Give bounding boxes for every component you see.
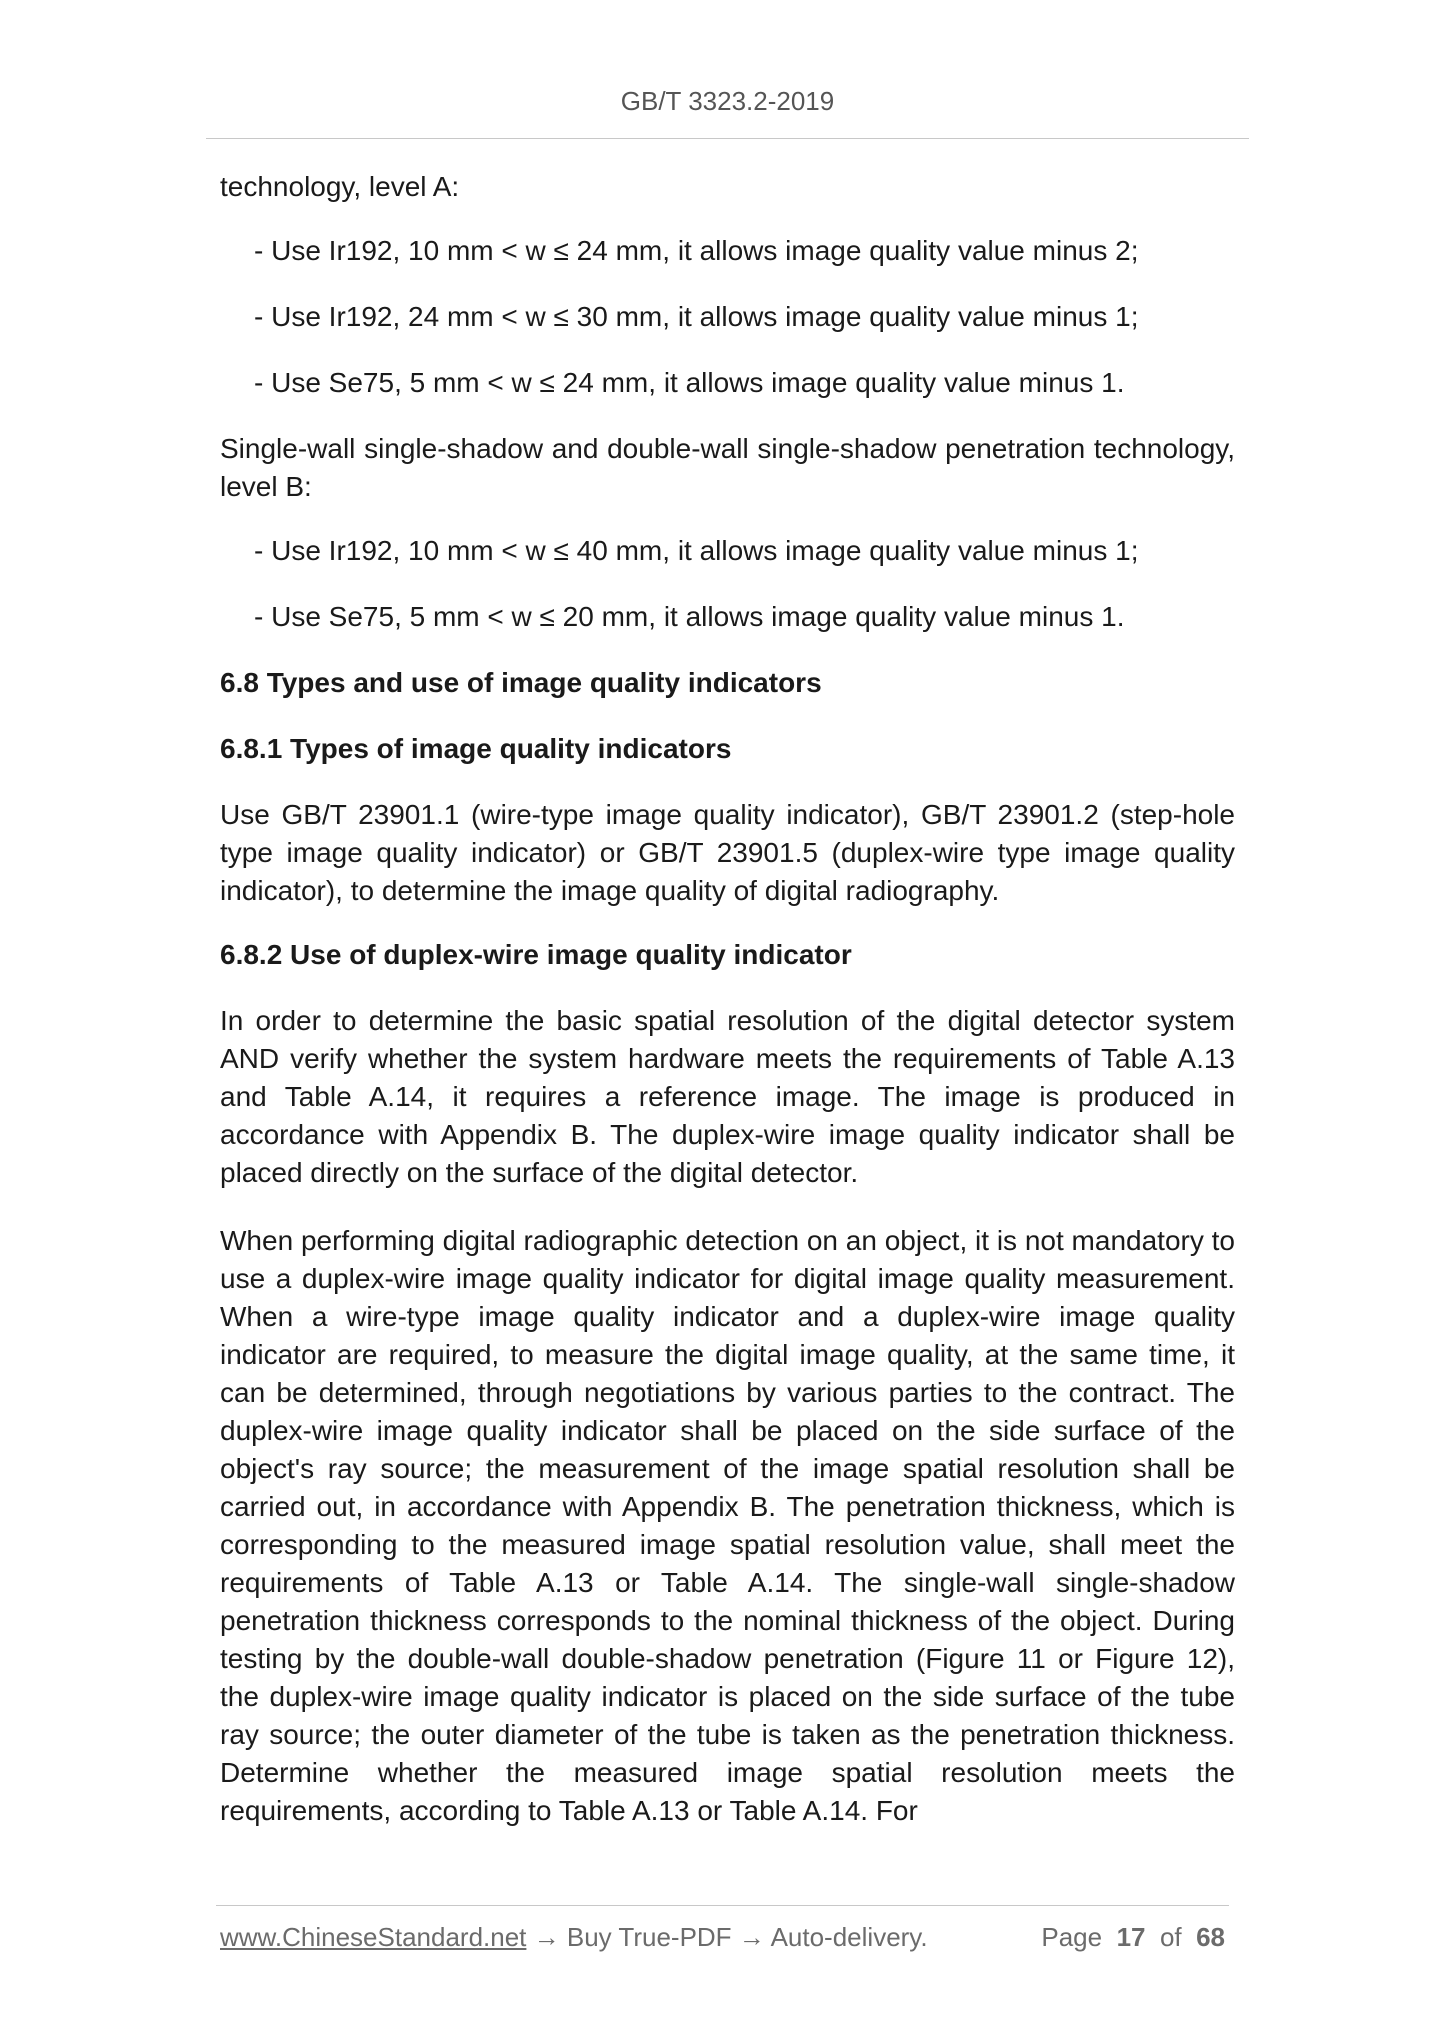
level-a-item-2: - Use Ir192, 24 mm < w ≤ 30 mm, it allows image quality value minus 1; <box>254 301 1139 332</box>
section-heading-6-8-2: 6.8.2 Use of duplex-wire image quality indicator <box>220 939 852 970</box>
level-a-intro-tail: technology, level A: <box>220 171 460 202</box>
level-b-intro: Single-wall single-shadow and double-wall single-shadow penetration technology, level B: <box>220 433 1235 502</box>
level-a-item-3: - Use Se75, 5 mm < w ≤ 24 mm, it allows image quality value minus 1. <box>254 367 1125 398</box>
section-heading-6-8-1: 6.8.1 Types of image quality indicators <box>220 733 732 764</box>
footer-promo <box>220 1922 928 1953</box>
level-b-item-2: - Use Se75, 5 mm < w ≤ 20 mm, it allows image quality value minus 1. <box>254 601 1125 632</box>
page-of-label: of <box>1159 1922 1182 1952</box>
paragraph-6-8-2-reference: In order to determine the basic spatial resolution of the digital detector system AND verify whether the system hardware meets the requirements of Table A.13 and Table A.14, it requires a reference image. The image is produced in accordance with Appendix B. The duplex-wire image quality indicator shall be placed directly on the surface of the digital detector. <box>220 1005 1235 1188</box>
document-body <box>220 168 1235 1830</box>
page-current: 17 <box>1116 1922 1146 1952</box>
section-heading-6-8: 6.8 Types and use of image quality indicators <box>220 667 822 698</box>
level-b-item-1: - Use Ir192, 10 mm < w ≤ 40 mm, it allows image quality value minus 1; <box>254 535 1139 566</box>
page-indicator <box>1041 1922 1225 1953</box>
footer-tagline: → Buy True-PDF → Auto-delivery. <box>526 1922 928 1952</box>
level-a-item-1: - Use Ir192, 10 mm < w ≤ 24 mm, it allows image quality value minus 2; <box>254 235 1139 266</box>
header-divider <box>206 138 1249 139</box>
page-label: Page <box>1041 1922 1103 1952</box>
paragraph-6-8-2-object: When performing digital radiographic detection on an object, it is not mandatory to use a duplex-wire image quality indicator for digital image quality measurement. When a wire-type image quality indicator and a duplex-wire image quality indicator are required, to measure the digital image quality, at the same time, it can be determined, through negotiations by various parties to the contract. The duplex-wire image quality indicator shall be placed on the side surface of the object's ray source; the measurement of the image spatial resolution shall be carried out, in accordance with Appendix B. The penetration thickness, which is corresponding to the measured image spatial resolution value, shall meet the requirements of Table A.13 or Table A.14. The single-wall single-shadow penetration thickness corresponds to the nominal thickness of the object. During testing by the double-wall double-shadow penetration (Figure 11 or Figure 12), the duplex-wire image quality indicator is placed on the side surface of the tube ray source; the outer diameter of the tube is taken as the penetration thickness. Determine whether the measured image spatial resolution meets the requirements, according to Table A.13 or Table A.14. For <box>220 1225 1235 1826</box>
page-footer <box>220 1922 1225 1956</box>
chinesestandard-link[interactable]: www.ChineseStandard.net <box>220 1922 527 1952</box>
page-header-title: GB/T 3323.2-2019 <box>620 86 835 116</box>
footer-divider <box>216 1905 1229 1906</box>
page-total: 68 <box>1196 1922 1225 1952</box>
paragraph-6-8-1: Use GB/T 23901.1 (wire-type image quality indicator), GB/T 23901.2 (step-hole type image quality indicator) or GB/T 23901.5 (duplex-wire type image quality indicator), to determine the image quality of digital radiography. <box>220 799 1235 906</box>
